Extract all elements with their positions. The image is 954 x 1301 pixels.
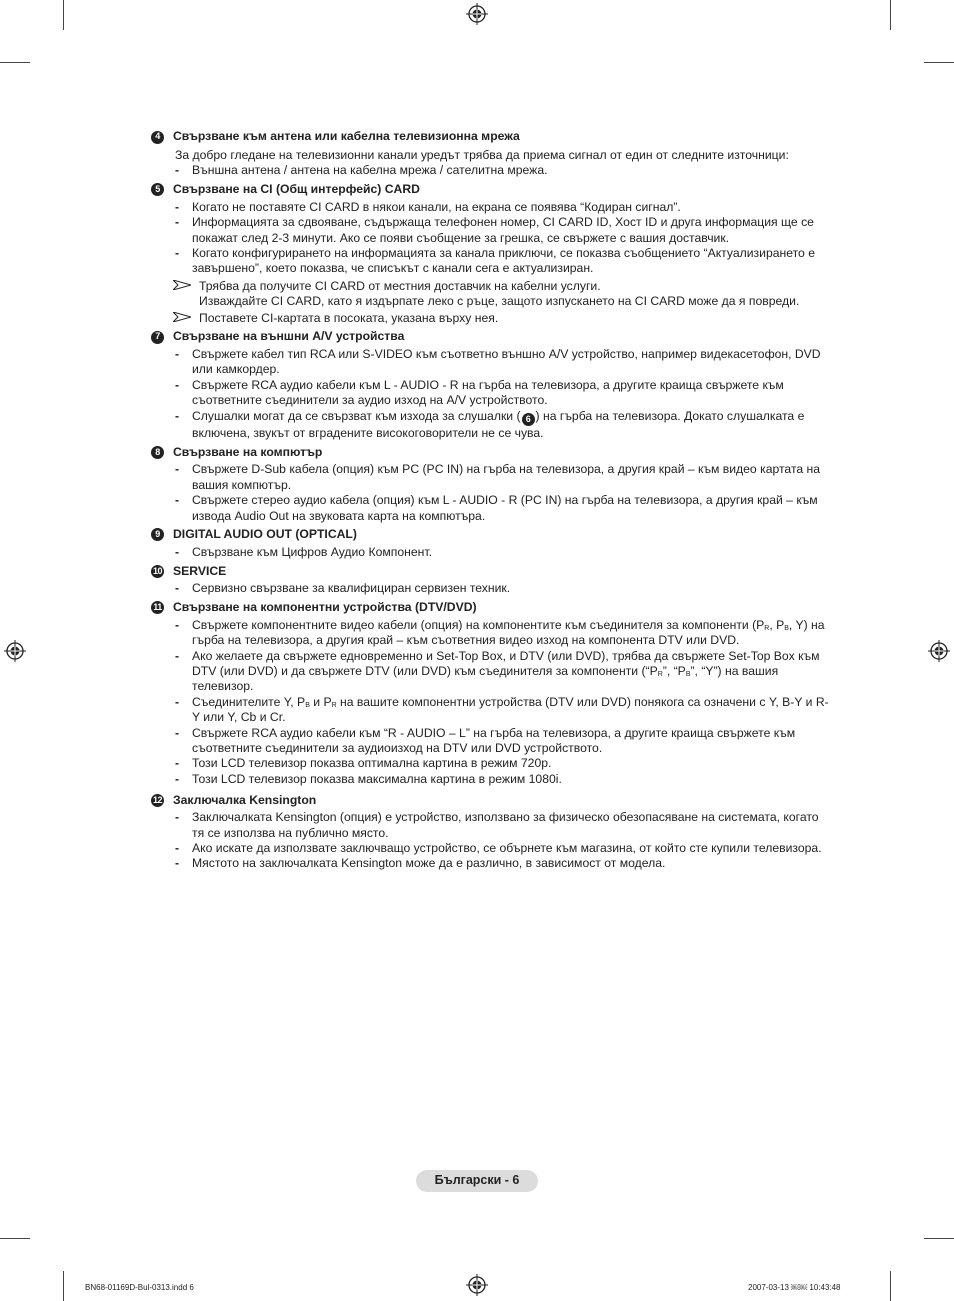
section-heading (152, 182, 832, 198)
dash-bullet: - (175, 462, 180, 477)
crop-mark (924, 1238, 954, 1239)
crop-mark (63, 1271, 64, 1301)
section-title: Заключалка Kensington (173, 792, 317, 807)
manual-content (152, 129, 832, 875)
section-heading (152, 600, 832, 616)
list-item: - Мястото на заключалката Kensington може да е различно, в зависимост от модела. (175, 856, 666, 871)
section-heading (152, 527, 832, 543)
section-title: Свързване на компютър (173, 444, 323, 459)
section-number-badge: 11 (151, 601, 164, 614)
section-heading (152, 444, 832, 460)
list-item: - Свържете RCA аудио кабели към L - AUDIO - R на гърба на телевизора, а другите краища свържете към съответните съединители за аудио изход на A/V устройството. (175, 377, 784, 408)
registration-mark-icon (466, 1274, 488, 1296)
dash-bullet: - (175, 215, 180, 230)
list-item: - Ако искате да използвате заключващо устройство, се обърнете към магазина, от който сте купили телевизора. (175, 841, 822, 856)
registration-mark-icon (466, 3, 488, 25)
section-kensington (152, 792, 832, 872)
registration-mark-icon (928, 640, 950, 662)
list-item: - Съединителите Y, $P_B$ и $P_R$ на вашите компонентни устройства (DTV или DVD) понякога са означени с Y, B-Y и R-Y или Y, Cb и Cr. (175, 694, 829, 725)
section-number-badge: 5 (151, 183, 164, 196)
note-item: Трябва да получите CI CARD от местния доставчик на кабелни услуги. Изваждайте CI CARD, като я издърпате леко с ръце, защото изпускането на CI CARD може да я повреди. (152, 279, 832, 310)
section-antenna (152, 129, 832, 179)
dash-bullet: - (175, 544, 180, 559)
dash-bullet: - (175, 771, 180, 786)
list-item: - Свързване към Цифров Аудио Компонент. (175, 544, 432, 559)
dash-bullet: - (175, 648, 180, 663)
dash-bullet: - (175, 756, 180, 771)
list-item: - Когато конфигурирането на информацията за канала приключи, се показва съобщението “Актуализирането е завършено”, което показва, че списъкът с канали сега е актуализиран. (175, 246, 815, 276)
section-title: Свързване към антена или кабелна телевизионна мрежа (173, 129, 520, 144)
dash-bullet: - (175, 347, 180, 362)
dash-bullet: - (175, 199, 180, 214)
section-title: Свързване на CI (Общ интерфейс) CARD (173, 182, 420, 197)
list-item: - Свържете кабел тип RCA или S-VIDEO към съответно външно A/V устройство, например видекасетофон, DVD или камкордер. (175, 347, 821, 377)
dash-bullet: - (175, 246, 180, 261)
registration-mark-icon (4, 640, 26, 662)
dash-bullet: - (175, 725, 180, 740)
section-number-badge: 12 (151, 794, 164, 807)
dash-bullet: - (175, 408, 180, 423)
list-item: - Външна антена / антена на кабелна мрежа / сателитна мрежа. (175, 163, 548, 178)
list-item: - Свържете компонентните видео кабели (опция) на компонентите към съединителя за компоненти ($P_R$, $P_B$, Y) на гърба на телевизора, а другия край – към съответния видео изход на компонента DTV или DVD. (175, 617, 825, 648)
section-heading (152, 563, 832, 579)
list-item: - Информацията за сдвояване, съдържаща телефонен номер, CI CARD ID, Хост ID и друга информация ще се покажат след 2-3 минути. Ако се появи съобщение за грешка, се свържете с вашия доставчик. (175, 215, 814, 245)
inline-number-badge: 6 (522, 413, 535, 426)
list-item: - Този LCD телевизор показва оптимална картина в режим 720p. (175, 756, 552, 771)
file-info: BN68-01169D-Bul-0313.indd 6 (85, 1283, 194, 1292)
dash-bullet: - (175, 581, 180, 596)
page-number-badge: Български - 6 (416, 1170, 538, 1192)
dash-bullet: - (175, 163, 180, 178)
section-number-badge: 8 (151, 446, 164, 459)
section-title: Свързване на външни A/V устройства (173, 329, 405, 344)
section-title: SERVICE (173, 563, 227, 578)
crop-mark (890, 0, 891, 30)
print-date: 2007-03-13 ￼￼ 10:43:48 (748, 1283, 841, 1292)
list-item: - Слушалки могат да се свързват към изхода за слушалки ( 6 ) на гърба на телевизора. Докато слушалката е включена, звукът от вградените високоговорители не се чува. (175, 408, 805, 440)
section-service (152, 563, 832, 596)
section-intro: За добро гледане на телевизионни канали уредът трябва да приема сигнал от един от следните източници: (175, 148, 789, 162)
dash-bullet: - (175, 377, 180, 392)
list-item: - Сервизно свързване за квалифициран сервизен техник. (175, 581, 511, 596)
crop-mark (924, 62, 954, 63)
section-heading (152, 792, 832, 808)
section-av-devices (152, 329, 832, 441)
crop-mark (63, 0, 64, 30)
section-number-badge: 4 (151, 131, 164, 144)
crop-mark (0, 1238, 30, 1239)
crop-mark (0, 62, 30, 63)
list-item: - Свържете RCA аудио кабели към “R - AUDIO – L” на гърба на телевизора, а другите краища свържете към съответните съединители за аудиоизход на DTV или DVD устройството. (175, 725, 796, 755)
section-component (152, 600, 832, 787)
section-title: Свързване на компонентни устройства (DTV/DVD) (173, 600, 477, 615)
crop-mark (890, 1271, 891, 1301)
section-number-badge: 7 (151, 331, 164, 344)
dash-bullet: - (175, 841, 180, 856)
list-item: - Ако желаете да свържете едновременно и Set-Top Box, и DTV (или DVD), трябва да свържете Set-Top Box към DTV (или DVD) и да свържете DTV (или DVD) към съединителя за компоненти (“$P_R$”, “$P_B$”, “Y”) на вашия телевизор. (175, 648, 820, 694)
list-item: - Когато не поставяте CI CARD в някои канали, на екрана се появява “Кодиран сигнал”. (175, 199, 681, 214)
note-arrow-icon (173, 312, 191, 322)
dash-bullet: - (175, 856, 180, 871)
list-item: - Този LCD телевизор показва максимална картина в режим 1080i. (175, 771, 562, 786)
section-title: DIGITAL AUDIO OUT (OPTICAL) (173, 527, 357, 542)
note-item: Поставете CI-картата в посоката, указана върху нея. (152, 311, 832, 326)
list-item: - Свържете стерео аудио кабела (опция) към L - AUDIO - R (PC IN) на гърба на телевизора, а другия край – към извода Audio Out на звуковата карта на компютъра. (175, 493, 818, 523)
dash-bullet: - (175, 617, 180, 632)
section-ci-card (152, 182, 832, 326)
section-heading (152, 329, 832, 345)
dash-bullet: - (175, 493, 180, 508)
dash-bullet: - (175, 810, 180, 825)
note-arrow-icon (173, 280, 191, 290)
section-number-badge: 9 (151, 528, 164, 541)
dash-bullet: - (175, 694, 180, 709)
section-number-badge: 10 (151, 565, 164, 578)
section-digital-audio (152, 527, 832, 560)
list-item: - Заключалката Kensington (опция) е устройство, използвано за физическо обезопасяване на системата, когато тя се използва на публично място. (175, 810, 819, 840)
section-heading (152, 129, 832, 145)
list-item: - Свържете D-Sub кабела (опция) към PC (PC IN) на гърба на телевизора, а другия край – към видео картата на вашия компютър. (175, 462, 821, 492)
section-computer (152, 444, 832, 524)
